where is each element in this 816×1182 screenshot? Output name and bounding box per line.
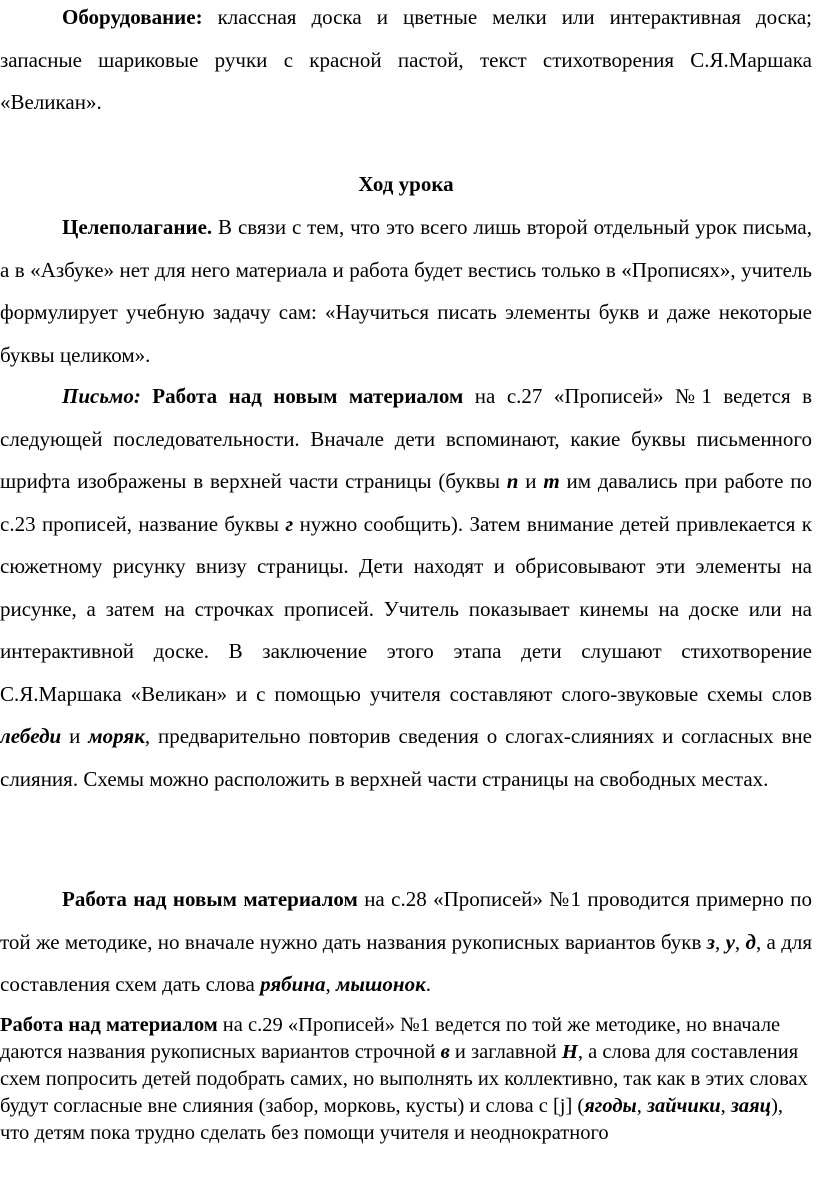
period: . xyxy=(425,972,431,996)
writing-text-6: , предварительно повторив сведения о слогах-слияниях и согласных вне слияния. Схемы можно расположить в верхней части страницы на свободных местах. xyxy=(0,724,812,791)
comma: , xyxy=(720,1095,731,1117)
goal-paragraph xyxy=(0,206,812,376)
page28-label: Работа над новым материалом xyxy=(62,887,358,911)
goal-label: Целеполагание. xyxy=(62,215,213,239)
letter-p: п xyxy=(506,469,519,493)
writing-label: Письмо: xyxy=(62,384,141,408)
letter-z: з xyxy=(706,929,715,954)
writing-text-2: и xyxy=(518,469,544,493)
letter-u: у xyxy=(725,929,735,954)
word-lebedi: лебеди xyxy=(0,724,62,748)
goal-text: В связи с тем, что это всего лишь второй отдельный урок письма, а в «Азбуке» нет для него материала и работа будет вестись только в «Прописях», учитель формулирует учебную задачу сам: «Научиться писать элементы букв и даже некоторые буквы целиком». xyxy=(0,215,812,367)
word-ryabina: рябина xyxy=(260,972,326,996)
page29-label: Работа над материалом xyxy=(0,1014,218,1036)
writing-text-5: и xyxy=(61,724,89,748)
page28-text-1: на с.28 «Прописей» №1 проводится примерно по той же методике, но вначале нужно дать названия рукописных вариантов букв xyxy=(0,887,813,954)
letter-t: т xyxy=(543,469,560,493)
writing-text-3: им давались при работе по с.23 прописей, название буквы xyxy=(0,469,812,536)
page29-text-2: и заглавной xyxy=(449,1041,562,1063)
writing-paragraph xyxy=(0,375,812,800)
comma: , xyxy=(734,929,746,954)
equipment-label: Оборудование: xyxy=(62,5,203,29)
writing-text-4: нужно сообщить). Затем внимание детей привлекается к сюжетному рисунку внизу страницы. Дети находят и обрисовывают эти элементы на рисунке, а затем на строчках прописей. Учитель показывает кинемы на доске или на интерактивной доске. В заключение этого этапа дети слушают стихотворение С.Я.Маршака «Великан» и с помощью учителя составляют слого-звуковые схемы слов xyxy=(0,511,812,706)
lesson-heading: Ход урока xyxy=(358,172,454,196)
page29-text-4: ), что детям пока трудно сделать без помощи учителя и неоднократного xyxy=(0,1095,784,1144)
equipment-text: классная доска и цветные мелки или интерактивная доска; запасные шариковые ручки с красной пастой, текст стихотворения С.Я.Маршака «Великан». xyxy=(0,5,812,114)
word-zayats: заяц xyxy=(730,1095,772,1117)
comma: , xyxy=(325,972,336,996)
page28-text-2: , а для составления схем дать слова xyxy=(0,929,813,996)
comma: , xyxy=(714,929,726,954)
writing-text-1: на с.27 «Прописей» №1 ведется в следующей последовательности. Вначале дети вспоминают, какие буквы письменного шрифта изображены в верхней части страницы (буквы xyxy=(0,384,812,493)
comma: , xyxy=(636,1095,648,1117)
word-moryak: моряк xyxy=(88,724,145,748)
word-yagody: ягоды xyxy=(584,1095,637,1117)
equipment-paragraph xyxy=(0,0,812,124)
letter-g: г xyxy=(285,511,294,536)
word-zaychiki: зайчики xyxy=(647,1095,721,1117)
word-myshonok: мышонок xyxy=(335,972,426,996)
page29-text-3: , а слова для составления схем попросить детей подобрать самих, но выполнять их коллективно, так как в этих словах будут согласные вне слияния (забор, морковь, кусты) и слова с [j] ( xyxy=(0,1041,808,1117)
letter-d: д xyxy=(745,929,756,954)
letter-v: в xyxy=(440,1041,450,1063)
page28-paragraph xyxy=(0,878,812,1006)
page29-text-1: на с.29 «Прописей» №1 ведется по той же методике, но вначале даются названия рукописных вариантов строчной xyxy=(0,1014,781,1063)
new-material-label: Работа над новым материалом xyxy=(140,384,464,408)
letter-n: Н xyxy=(561,1041,578,1063)
page29-paragraph xyxy=(0,1012,808,1147)
